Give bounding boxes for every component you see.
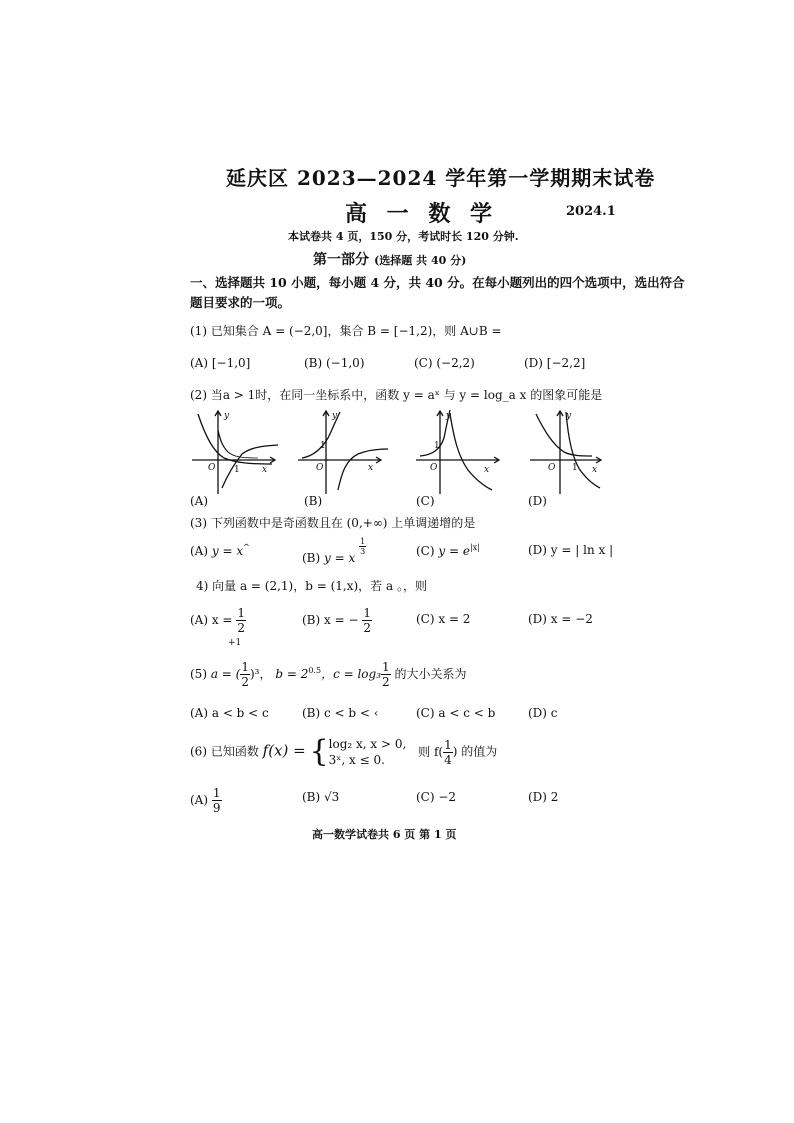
q2-a-axis-y: y	[224, 411, 230, 421]
q4-a-num: 1	[237, 606, 245, 620]
q3-option-c	[416, 543, 480, 558]
q6-case-2: 3ˣ, x ≤ 0.	[328, 753, 385, 767]
q5-option-b: (B) c < b < ‹	[302, 706, 379, 720]
q3-b-exp-num: 1	[360, 537, 366, 546]
q3-b-exp-den: 3	[360, 547, 366, 556]
q2-a-one: 1	[234, 465, 240, 475]
q6-option-c: (C) −2	[416, 790, 457, 804]
q5-option-a: (A) a < b < c	[190, 706, 269, 720]
q5-tail: 的大小关系为	[394, 667, 467, 681]
q4-stem: 4) 向量 a = (2,1)，b = (1,x)，若 a 。，则	[196, 579, 427, 593]
q2-b-axis-y: y	[332, 411, 338, 421]
q5-a-den: 2	[241, 675, 249, 689]
q6-a-label: (A)	[190, 793, 209, 807]
q2-stem: (2) 当a > 1时，在同一坐标系中，函数 y = aˣ 与 y = log_a x 的图象可能是	[190, 388, 603, 402]
q2-d-axis-x: x	[592, 465, 598, 475]
exam-title: 延庆区 2023—2024 学年第一学期期末试卷	[226, 166, 656, 190]
q6-option-d: (D) 2	[528, 790, 559, 804]
q2-d-axis-y: y	[566, 411, 572, 421]
q2-graphs	[188, 408, 608, 496]
q1-option-d: (D) [−2,2]	[524, 356, 586, 370]
q3-c-label: (C)	[416, 544, 435, 558]
q3-b-label: (B)	[302, 551, 321, 565]
q2-b-origin: O	[316, 463, 324, 473]
q4-a-fraction	[236, 606, 246, 635]
q6-fx: f(x) =	[262, 741, 306, 760]
q2-c-axis-x: x	[484, 465, 490, 475]
q5-option-c: (C) a < c < b	[416, 706, 496, 720]
q6-tail-fraction	[443, 738, 453, 767]
q2-graph-d	[530, 411, 601, 494]
q6-tail-num: 1	[444, 737, 452, 752]
q3-b-exp	[359, 537, 366, 556]
q6-option-b: (B) √3	[302, 790, 340, 804]
exam-date: 2024.1	[566, 204, 616, 219]
q5-c-part: ，c = log₃	[321, 667, 382, 681]
subject-title: 高 一 数 学	[345, 201, 498, 227]
q5-c-fraction	[381, 660, 391, 689]
q4-option-d: (D) x = −2	[528, 612, 593, 626]
q1-stem: (1) 已知集合 A = (−2,0]，集合 B = [−1,2)，则 A∪B =	[190, 324, 502, 338]
q6-case-1: log₂ x, x > 0,	[328, 737, 407, 751]
q6-tail-den: 4	[444, 752, 452, 767]
q3-option-a	[190, 543, 250, 558]
q4-a-den: 2	[237, 621, 245, 635]
part-title: 第一部分	[313, 252, 369, 268]
q3-c-exp: |x|	[469, 543, 480, 552]
q5-label: (5)	[190, 667, 207, 681]
q6-brace: {	[309, 734, 329, 769]
exam-info: 本试卷共 4 页，150 分，考试时长 120 分钟.	[288, 230, 519, 243]
q5-b-part: b = 2	[275, 667, 309, 681]
q2-label-c: (C)	[416, 494, 435, 508]
q2-b-axis-x: x	[368, 463, 374, 473]
q2-label-b: (B)	[304, 494, 323, 508]
q6-option-a	[190, 786, 222, 815]
q6-tail-2: ) 的值为	[452, 744, 498, 759]
q6-stem	[190, 736, 497, 768]
q6-a-den: 9	[212, 801, 221, 815]
q5-c-den: 2	[382, 675, 390, 689]
part-note: (选择题 共 40 分)	[374, 254, 467, 267]
q4-option-b	[302, 606, 372, 635]
q2-label-a: (A)	[190, 494, 209, 508]
q6-a-num: 1	[212, 786, 221, 800]
q2-c-one: 1	[434, 441, 440, 451]
q4-a-label: (A) x =	[190, 613, 233, 627]
q2-a-origin: O	[208, 463, 216, 473]
q6-label: (6) 已知函数	[190, 744, 259, 759]
instructions-line-2: 题目要求的一项。	[190, 295, 291, 310]
part-heading	[313, 249, 466, 269]
q4-a-mark: +1	[228, 638, 242, 648]
q3-a-exp: ^	[243, 543, 250, 552]
q3-option-d: (D) y = | ln x |	[528, 543, 614, 557]
q4-option-c: (C) x = 2	[416, 612, 471, 626]
q2-c-origin: O	[430, 463, 438, 473]
q2-graph-b	[298, 411, 388, 494]
q4-b-den: 2	[363, 621, 371, 635]
q4-b-label: (B) x = −	[302, 613, 359, 627]
q6-tail-1: 则 f(	[418, 744, 444, 759]
q2-graph-c	[416, 410, 499, 494]
q5-a-part: a = (	[210, 667, 241, 681]
q2-a-axis-x: x	[262, 465, 268, 475]
q5-a-fraction	[240, 660, 250, 689]
q6-a-fraction	[212, 786, 222, 815]
q2-b-one: 1	[320, 441, 326, 451]
q5-option-d: (D) c	[528, 706, 558, 720]
page-footer: 高一数学试卷共 6 页 第 1 页	[312, 828, 457, 841]
q2-label-d: (D)	[528, 494, 547, 508]
q3-stem: (3) 下列函数中是奇函数且在 (0,+∞) 上单调递增的是	[190, 516, 476, 530]
q2-d-origin: O	[548, 463, 556, 473]
q2-graph-a	[192, 411, 278, 494]
q6-cases	[329, 736, 407, 768]
q2-c-axis-y: y	[446, 411, 452, 421]
q3-option-b	[302, 537, 366, 565]
q3-a-expr: y = x	[211, 544, 244, 558]
instructions-line-1: 一、选择题共 10 小题，每小题 4 分，共 40 分。在每小题列出的四个选项中，选出符合	[190, 275, 685, 290]
q3-b-expr: y = x	[324, 551, 356, 565]
q5-b-exp: 0.5	[308, 666, 322, 675]
q1-option-b: (B) (−1,0)	[304, 356, 365, 370]
q3-a-label: (A)	[190, 544, 209, 558]
q4-b-num: 1	[363, 606, 371, 620]
q3-c-expr: y = e	[438, 544, 470, 558]
q1-option-c: (C) (−2,2)	[414, 356, 475, 370]
q1-option-a: (A) [−1,0]	[190, 356, 251, 370]
q5-a-num: 1	[241, 660, 249, 674]
q4-b-fraction	[362, 606, 372, 635]
q5-a-exp: )³，	[250, 667, 272, 681]
q2-d-one: 1	[572, 463, 578, 473]
q5-stem	[190, 660, 467, 689]
q5-c-num: 1	[382, 660, 390, 674]
q4-option-a	[190, 606, 246, 635]
